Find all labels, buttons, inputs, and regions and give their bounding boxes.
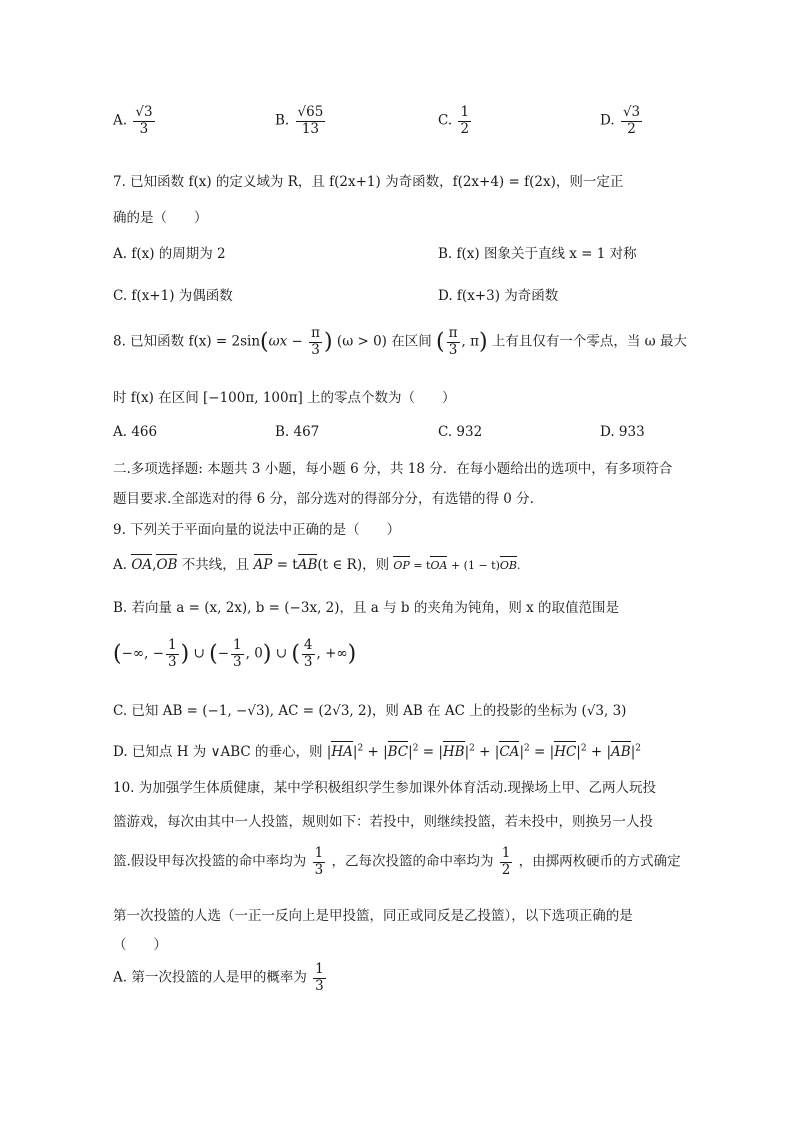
q10-stem-line5: （ ） bbox=[113, 937, 167, 953]
q9-stem: 9. 下列关于平面向量的说法中正确的是（ ） bbox=[113, 522, 401, 538]
fraction: $\frac{√3}{3}$ bbox=[135, 104, 153, 137]
q10-stem-line1: 10. 为加强学生体质健康，某中学积极组织学生参加课外体育活动.现操场上甲、乙两人玩投 bbox=[113, 780, 657, 796]
fraction: $\frac{4}{3}$ bbox=[303, 637, 313, 670]
q7-option-b: B. f(x) 图象关于直线 x = 1 对称 bbox=[438, 246, 637, 262]
section2-heading-line1: 二.多项选择题: 本题共 3 小题，每小题 6 分，共 18 分．在每小题给出的选项中，有多项符合 bbox=[113, 461, 673, 477]
q8-option-c: C. 932 bbox=[438, 424, 483, 440]
q7-stem-line2: 确的是（ ） bbox=[113, 210, 208, 226]
fraction: $\frac{1}{2}$ bbox=[501, 845, 511, 878]
q9-option-d: D. 已知点 H 为 ∨ABC 的垂心，则 $|HA|^2 + |BC|^2 = |HB|^2 + |CA|^2 = |HC|^2 + |AB|^2$ bbox=[113, 743, 642, 760]
q8-stem-line1: 8. 已知函数 f(x) = 2sin(ωx − $\frac{\pi}{3}$ ) (ω > 0) 在区间 ( $\frac{\pi}{3}$ , π) 上有且仅有一个零点，当 ω 最大 bbox=[113, 325, 687, 358]
section2-heading-line2: 题目要求.全部选对的得 6 分，部分选对的得部分分，有选错的得 0 分. bbox=[113, 491, 534, 507]
q10-option-a: A. 第一次投篮的人是甲的概率为 $\frac{1}{3}$ bbox=[113, 961, 324, 994]
fraction: $\frac{√65}{13}$ bbox=[297, 104, 324, 137]
q6-option-a: A. $\frac{√3}{3}$ bbox=[113, 104, 153, 137]
fraction: $\frac{1}{3}$ bbox=[168, 637, 177, 670]
q8-stem-line2: 时 f(x) 在区间 [−100π, 100π] 上的零点个数为（ ） bbox=[113, 390, 456, 406]
q9-option-b-line1: B. 若向量 a = (x, 2x), b = (−3x, 2)，且 a 与 b 的夹角为钝角，则 x 的取值范围是 bbox=[113, 600, 620, 616]
q8-option-d: D. 933 bbox=[600, 424, 645, 440]
q10-stem-line4: 第一次投篮的人选（一正一反向上是甲投篮，同正或同反是乙投篮），以下选项正确的是 bbox=[113, 908, 633, 924]
fraction: $\frac{1}{3}$ bbox=[233, 637, 242, 670]
fraction: $\frac{1}{3}$ bbox=[315, 961, 324, 994]
q7-option-c: C. f(x+1) 为偶函数 bbox=[113, 288, 233, 304]
q8-option-a: A. 466 bbox=[113, 424, 158, 440]
q10-stem-line2: 篮游戏，每次由其中一人投篮，规则如下：若投中，则继续投篮，若未投中，则换另一人投 bbox=[113, 814, 653, 830]
q9-option-a: A. OA,OB 不共线，且 AP = tAB(t ∈ R)，则 OP = tOA + (1 − t)OB. bbox=[113, 557, 521, 573]
q7-stem-line1: 7. 已知函数 f(x) 的定义域为 R，且 f(2x+1) 为奇函数，f(2x+4) = f(2x)，则一定正 bbox=[113, 174, 624, 190]
q9-option-c: C. 已知 AB = (−1, −√3), AC = (2√3, 2)，则 AB 在 AC 上的投影的坐标为 (√3, 3) bbox=[113, 703, 627, 719]
q7-option-d: D. f(x+3) 为奇函数 bbox=[438, 288, 559, 304]
q10-stem-line3: 篮.假设甲每次投篮的命中率均为 $\frac{1}{3}$ ，乙每次投篮的命中率均为 $\frac{1}{2}$ ，由掷两枚硬币的方式确定 bbox=[113, 845, 681, 878]
q7-option-a: A. f(x) 的周期为 2 bbox=[113, 246, 226, 262]
fraction: $\frac{√3}{2}$ bbox=[622, 104, 641, 137]
q8-option-b: B. 467 bbox=[275, 424, 320, 440]
q6-option-c: C. $\frac{1}{2}$ bbox=[438, 104, 470, 137]
q6-option-b: B. $\frac{√65}{13}$ bbox=[275, 104, 324, 137]
fraction: $\frac{\pi}{3}$ bbox=[311, 325, 321, 358]
fraction: $\frac{\pi}{3}$ bbox=[448, 325, 458, 358]
fraction: $\frac{1}{2}$ bbox=[460, 104, 470, 137]
q9-option-b-range: (−∞, − $\frac{1}{3}$ ) ∪ (− $\frac{1}{3}$ , 0) ∪ ( $\frac{4}{3}$ , +∞) bbox=[113, 637, 357, 670]
q6-option-d: D. $\frac{√3}{2}$ bbox=[600, 104, 641, 137]
fraction: $\frac{1}{3}$ bbox=[314, 845, 324, 878]
